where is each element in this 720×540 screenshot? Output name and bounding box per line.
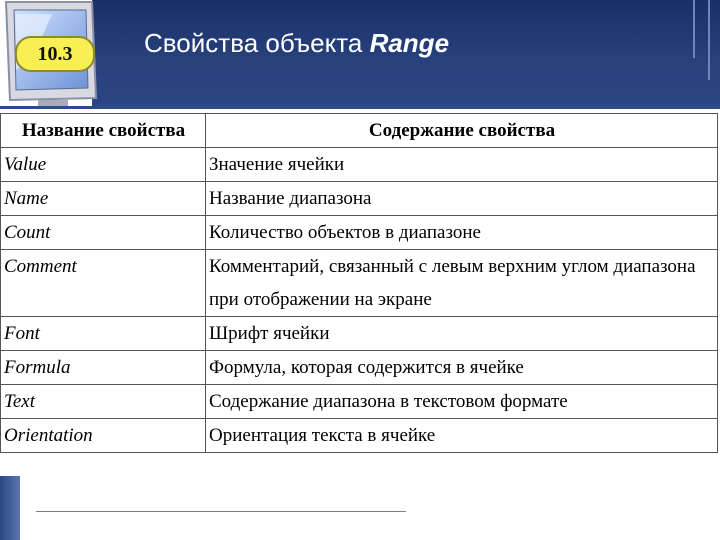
- property-description: Ориентация текста в ячейке: [206, 419, 718, 453]
- property-name: Text: [1, 385, 206, 419]
- table-row: [1, 216, 718, 250]
- column-header-name: Название свойства: [1, 114, 206, 148]
- title-prefix: Свойства объекта: [144, 28, 370, 58]
- property-name: Name: [1, 182, 206, 216]
- left-deco-strip: [0, 476, 20, 540]
- table-row: [1, 148, 718, 182]
- table-row: [1, 182, 718, 216]
- property-name: Value: [1, 148, 206, 182]
- table-row: [1, 317, 718, 351]
- header-rule: [0, 106, 720, 109]
- property-description: Значение ячейки: [206, 148, 718, 182]
- table-row: [1, 250, 718, 317]
- header-deco-line: [693, 0, 695, 58]
- header-deco-line: [708, 0, 710, 80]
- property-name: Formula: [1, 351, 206, 385]
- property-description: Шрифт ячейки: [206, 317, 718, 351]
- column-header-content: Содержание свойства: [206, 114, 718, 148]
- slide-header: [0, 0, 720, 108]
- property-description: Количество объектов в диапазоне: [206, 216, 718, 250]
- property-description: Комментарий, связанный с левым верхним углом диапазона при отображении на экране: [206, 250, 718, 317]
- table-row: [1, 385, 718, 419]
- section-number-badge: 10.3: [15, 36, 95, 72]
- page-title: [144, 28, 449, 59]
- title-object-name: Range: [369, 28, 450, 58]
- table-row: [1, 351, 718, 385]
- property-description: Название диапазона: [206, 182, 718, 216]
- property-name: Count: [1, 216, 206, 250]
- property-name: Orientation: [1, 419, 206, 453]
- table-row: [1, 419, 718, 453]
- footer-rule: [36, 511, 406, 512]
- property-description: Формула, которая содержится в ячейке: [206, 351, 718, 385]
- property-description: Содержание диапазона в текстовом формате: [206, 385, 718, 419]
- property-name: Comment: [1, 250, 206, 317]
- property-name: Font: [1, 317, 206, 351]
- properties-table: [0, 113, 718, 453]
- table-header-row: [1, 114, 718, 148]
